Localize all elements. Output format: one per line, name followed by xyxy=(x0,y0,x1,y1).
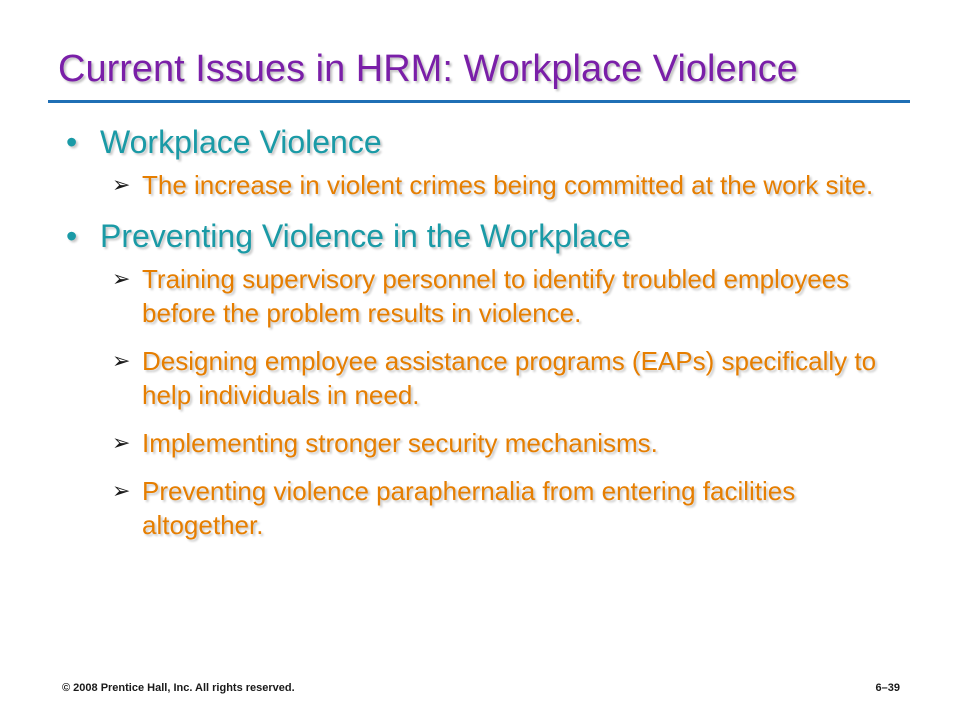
sub-bullet-text: Training supervisory personnel to identify troubled employees before the problem results in violence. xyxy=(142,264,850,328)
sub-bullet-item xyxy=(112,168,884,202)
bullet-dot-icon: • xyxy=(66,218,78,254)
slide-title: Current Issues in HRM: Workplace Violence xyxy=(58,48,798,90)
arrow-bullet-icon: ➢ xyxy=(112,266,131,291)
sub-bullet-text: Preventing violence paraphernalia from entering facilities altogether. xyxy=(142,476,796,540)
bullet-level1 xyxy=(64,216,884,256)
sub-bullet-text: The increase in violent crimes being committed at the work site. xyxy=(142,170,874,200)
bullet-heading: Workplace Violence xyxy=(100,124,382,160)
sub-bullet-text: Designing employee assistance programs (EAPs) specifically to help individuals in need. xyxy=(142,346,877,410)
bullet-dot-icon: • xyxy=(66,124,78,160)
arrow-bullet-icon: ➢ xyxy=(112,348,131,373)
arrow-bullet-icon: ➢ xyxy=(112,172,131,197)
sub-bullet-item xyxy=(112,262,884,330)
sub-bullet-list xyxy=(112,168,884,202)
sub-bullet-item xyxy=(112,474,884,542)
slide-content xyxy=(64,122,884,556)
sub-bullet-list xyxy=(112,262,884,542)
sub-bullet-item xyxy=(112,344,884,412)
title-underline xyxy=(48,100,910,103)
copyright-notice: © 2008 Prentice Hall, Inc. All rights reserved. xyxy=(62,682,295,694)
arrow-bullet-icon: ➢ xyxy=(112,430,131,455)
bullet-level1 xyxy=(64,122,884,162)
page-number: 6–39 xyxy=(875,682,900,694)
section-workplace-violence xyxy=(64,122,884,202)
sub-bullet-item xyxy=(112,426,884,460)
section-preventing-violence xyxy=(64,216,884,542)
bullet-heading: Preventing Violence in the Workplace xyxy=(100,218,631,254)
arrow-bullet-icon: ➢ xyxy=(112,478,131,503)
sub-bullet-text: Implementing stronger security mechanisms. xyxy=(142,428,658,458)
